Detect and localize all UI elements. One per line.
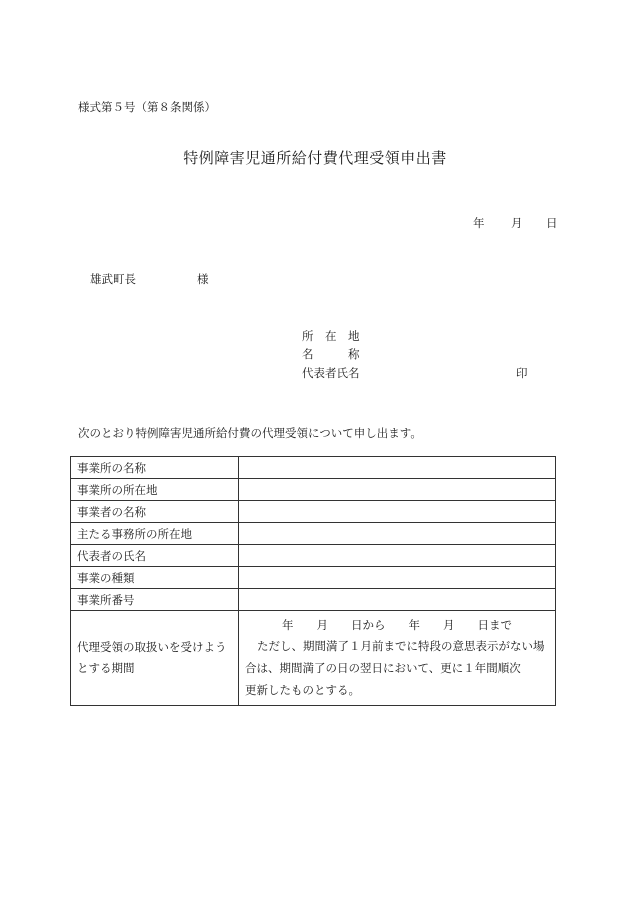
date-year-label: 年 (473, 216, 485, 230)
applicant-name-label: 名 称 (302, 347, 360, 361)
period-field[interactable] (239, 611, 556, 706)
addressee-honorific: 様 (197, 272, 209, 286)
applicant-location-label: 所 在 地 (302, 329, 360, 343)
period-note-line: 合は、期間満了の日の翌日において、更に１年間順次 (245, 661, 521, 675)
table-row (71, 479, 556, 501)
row-label: 事業所の所在地 (71, 479, 239, 501)
period-note-line: ただし、期間満了１月前までに特段の意思表示がない場 (257, 639, 545, 653)
table-row (71, 523, 556, 545)
date-day-label: 日 (546, 216, 558, 230)
row-value-field[interactable] (239, 523, 556, 545)
intro-statement: 次のとおり特例障害児通所給付費の代理受領について申し出ます。 (78, 426, 422, 440)
row-label: 主たる事務所の所在地 (71, 523, 239, 545)
application-table (70, 456, 556, 706)
row-label: 事業所番号 (71, 589, 239, 611)
form-number: 様式第５号（第８条関係） (78, 100, 216, 114)
row-value-field[interactable] (239, 457, 556, 479)
row-value-field[interactable] (239, 589, 556, 611)
row-label: 代表者の氏名 (71, 545, 239, 567)
period-label (71, 611, 239, 706)
table-row (71, 457, 556, 479)
period-note-line: 更新したものとする。 (245, 683, 360, 697)
row-label: 事業所の名称 (71, 457, 239, 479)
addressee-name: 雄武町長 (90, 272, 136, 286)
row-value-field[interactable] (239, 501, 556, 523)
period-label-line: とする期間 (77, 661, 135, 675)
row-value-field[interactable] (239, 479, 556, 501)
applicant-representative-label: 代表者氏名 (302, 366, 360, 380)
table-row (71, 501, 556, 523)
row-value-field[interactable] (239, 545, 556, 567)
table-row (71, 567, 556, 589)
period-note (245, 635, 549, 701)
row-value-field[interactable] (239, 567, 556, 589)
period-range: 年 月 日から 年 月 日まで (282, 618, 512, 632)
period-label-line: 代理受領の取扱いを受けよう (77, 640, 227, 654)
date-month-label: 月 (511, 216, 523, 230)
table-row (71, 545, 556, 567)
row-label: 事業者の名称 (71, 501, 239, 523)
row-label: 事業の種類 (71, 567, 239, 589)
table-row-period (71, 611, 556, 706)
addressee (90, 271, 209, 287)
table-row (71, 589, 556, 611)
seal-mark: 印 (516, 366, 528, 380)
document-title: 特例障害児通所給付費代理受領申出書 (183, 149, 447, 167)
